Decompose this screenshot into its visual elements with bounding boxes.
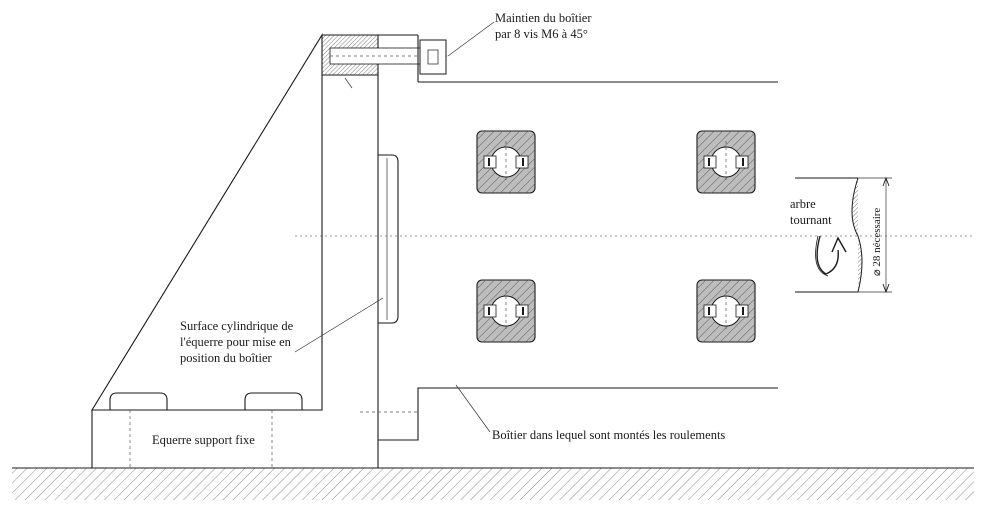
cylindrical-surface <box>378 155 398 323</box>
fixing-label-line1: Maintien du boîtier <box>495 11 592 25</box>
bracket-foot-right <box>245 393 302 410</box>
bracket <box>92 35 378 468</box>
bearing-bottom-left <box>477 280 535 342</box>
bracket-body <box>92 35 378 468</box>
housing-label: Boîtier dans lequel sont montés les roulements <box>492 428 726 442</box>
bearing-top-right <box>697 131 755 193</box>
screw-head <box>420 40 446 74</box>
diameter-label: ⌀ 28 nécessaire <box>871 207 883 276</box>
housing-leader <box>456 385 490 432</box>
bracket-thread-mark <box>345 78 352 88</box>
rotation-arrow-icon <box>817 236 846 274</box>
surface-label-line1: Surface cylindrique de <box>180 319 294 333</box>
surface-label-line2: l'équerre pour mise en <box>180 335 291 349</box>
shaft-break <box>852 178 862 292</box>
ground-hatch <box>12 468 974 500</box>
rotating-shaft <box>795 178 862 292</box>
surface-leader <box>295 298 383 352</box>
bearing-top-left <box>477 131 535 193</box>
bearing-bottom-right <box>697 280 755 342</box>
shaft-label-line2: tournant <box>790 213 832 227</box>
ground <box>12 468 974 500</box>
bracket-label: Equerre support fixe <box>152 433 255 447</box>
bracket-foot-left <box>110 393 167 410</box>
fixing-screw <box>322 22 494 82</box>
shaft-label-line1: arbre <box>790 197 816 211</box>
surface-label-line3: position du boîtier <box>180 351 272 365</box>
fixing-leader <box>448 22 494 56</box>
fixing-label-line2: par 8 vis M6 à 45° <box>495 27 588 41</box>
